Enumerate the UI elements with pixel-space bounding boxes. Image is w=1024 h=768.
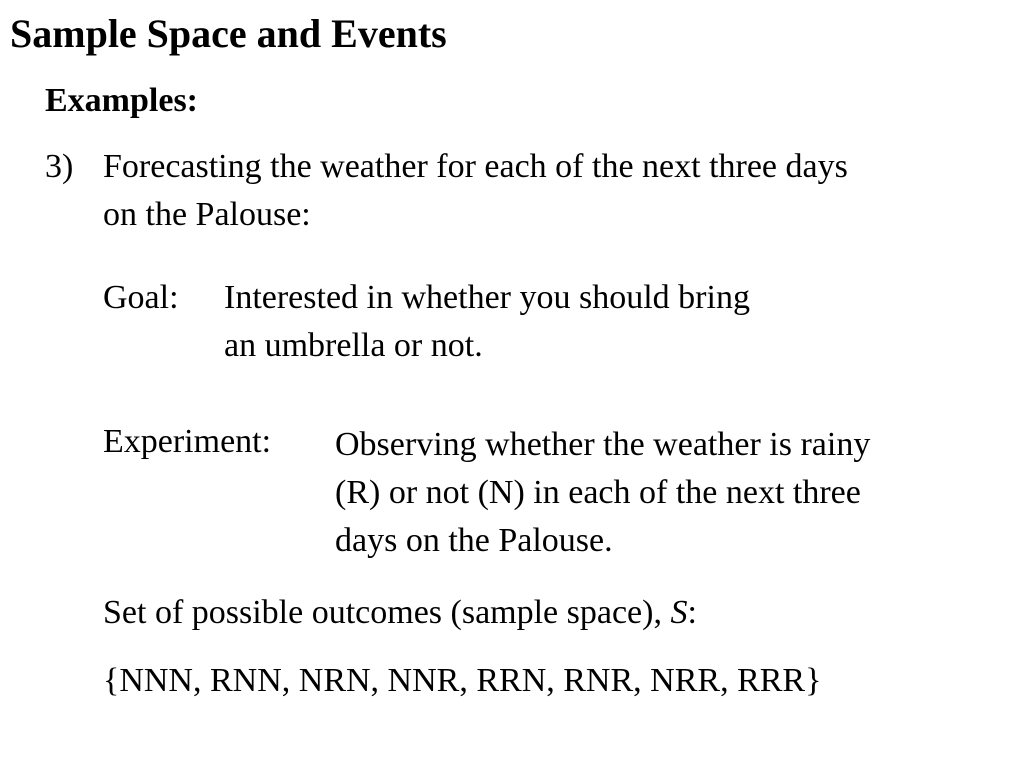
sample-space-outcomes: {NNN, RNN, NRN, NNR, RRN, RNR, NRR, RRR}	[103, 662, 822, 699]
goal-text	[224, 274, 750, 370]
goal-text-line: an umbrella or not.	[224, 327, 483, 364]
example-number: 3)	[45, 148, 74, 185]
goal-label: Goal:	[103, 279, 179, 316]
goal-text-line: Interested in whether you should bring	[224, 279, 750, 316]
experiment-text-line: Observing whether the weather is rainy	[335, 426, 871, 463]
examples-heading: Examples:	[45, 82, 198, 119]
experiment-label: Experiment:	[103, 423, 272, 460]
sample-space-suffix: :	[687, 594, 697, 631]
sample-space-label	[103, 589, 697, 637]
sample-space-symbol: S	[670, 594, 688, 631]
sample-space-prefix: Set of possible outcomes (sample space),	[103, 594, 671, 631]
experiment-text-line: (R) or not (N) in each of the next three	[335, 474, 861, 511]
example-description-line: Forecasting the weather for each of the next three days	[103, 148, 848, 185]
example-description-line: on the Palouse:	[103, 196, 311, 233]
example-description	[103, 143, 1003, 239]
experiment-text	[335, 421, 870, 565]
slide-title: Sample Space and Events	[10, 11, 447, 56]
experiment-text-line: days on the Palouse.	[335, 522, 613, 559]
